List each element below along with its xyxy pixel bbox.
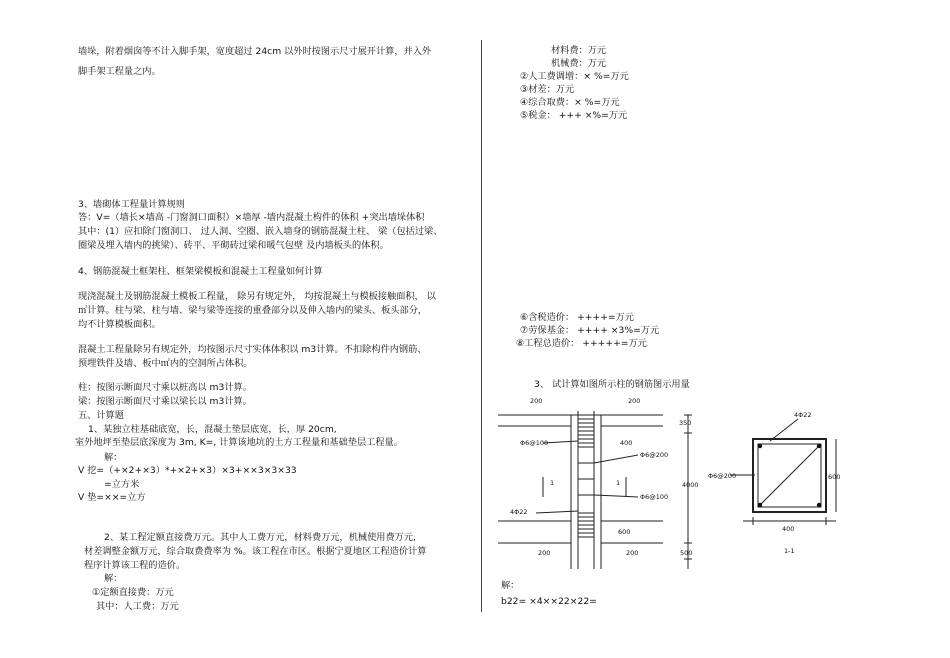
dim-label: 400 (782, 525, 795, 533)
rebar-label: Φ6@200 (640, 451, 669, 459)
answer-1-line: V 挖=（+×2+×3）*+×2+×3）×3+××3×3×33 (78, 465, 297, 476)
answer-1-line: 解： (104, 452, 123, 463)
question-3: 3、 试计算如图所示柱的钢筋图示用量 (534, 379, 690, 390)
rebar-label: Φ6@200 (708, 472, 737, 480)
section-4-heading: 4、钢筋混凝土框架柱、框架梁模板和混凝土工程量如何计算 (78, 266, 323, 277)
answer-1-line: =立方米 (104, 479, 140, 490)
total-line: ⑧工程总造价： +++++=万元 (516, 338, 647, 349)
section-4-p2: 混凝土工程量除另有规定外，均按图示尺寸实体体积以 m3计算。不扣除构件内钢筋、 (78, 344, 427, 355)
dim-label: 200 (538, 549, 551, 557)
rebar-label: 4Φ22 (510, 508, 528, 516)
question-1-line: 室外地坪至垫层底深度为 3m, K=, 计算该地坑的土方工程量和基础垫层工程量。 (75, 437, 403, 448)
section-3-line: 圈梁及埋入墙内的挑梁）、砖平、平砌砖过梁和暖气包壁 及内墙板头的体积。 (78, 240, 389, 251)
question-2-line: 2、某工程定额直接费万元。其中人工费万元，材料费万元，机械使用费万元, (104, 532, 416, 543)
answer-2-line: ①定额直接费：万元 (92, 587, 174, 598)
section-mark: 1 (550, 479, 555, 487)
cost-line: 材料费：万元 (551, 45, 607, 56)
question-2-line: 程序计算该工程的造价。 (84, 560, 186, 571)
answer-1-line: V 垫=××=立方 (78, 492, 146, 503)
rebar-drawing (498, 393, 848, 573)
total-line: ⑦劳保基金： ++++ ×3%=万元 (520, 325, 660, 336)
question-1-line: 1、某独立柱基础底宽，长，混凝土垫层底宽，长，厚 20cm, (88, 424, 337, 435)
intro-line-1: 墙垛，附着烟囱等不计入脚手架，宽度超过 24cm 以外时按图示尺寸展开计算，并入外 (78, 46, 432, 57)
question-2-line: 材差调整金额万元，综合取费费率为 %。该工程在市区。根据宁夏地区工程造价计算 (84, 546, 427, 557)
rebar-label: 4Φ22 (794, 411, 812, 419)
cost-line: ④综合取费：× %=万元 (520, 97, 620, 108)
answer-line: b22= ×4××22×22= (501, 596, 597, 607)
section-3-line: 其中：(1）应扣除门窗洞口、 过人洞、空圈、嵌入墙身的钢筋混凝土柱、 梁（包括过梁、 (78, 226, 443, 237)
section-4-p1: ㎡计算。柱与梁、柱与墙、梁与梁等连接的重叠部分以及伸入墙内的梁头、板头部分， (78, 305, 428, 316)
answer-2-line: 解： (104, 573, 123, 584)
section-4-p3: 梁：按图示断面尺寸乘以梁长以 m3计算。 (78, 396, 252, 407)
rebar-label: Φ6@100 (640, 493, 669, 501)
total-line: ⑥含税造价： ++++=万元 (520, 312, 634, 323)
section-mark: 1 (616, 479, 621, 487)
section-5-heading: 五、计算题 (78, 410, 124, 421)
dim-label: 350 (679, 419, 692, 427)
section-4-p1: 现浇混凝土及钢筋混凝土模板工程量， 除另有规定外， 均按混凝土与模板接触面积， 以 (78, 291, 436, 302)
dim-label: 200 (628, 397, 641, 405)
dim-label: 600 (828, 473, 841, 481)
rebar-label: Φ6@100 (520, 439, 549, 447)
dim-label: 600 (618, 528, 631, 536)
cost-line: 机械费：万元 (551, 58, 607, 69)
dim-label: 400 (620, 439, 633, 447)
dim-label: 200 (626, 549, 639, 557)
section-3-line: 答：V=（墙长×墙高 -门窗洞口面积）×墙厚 -墙内混凝土构件的体积 +突出墙垛体积 (78, 212, 425, 223)
cost-line: ③材差：万元 (520, 84, 575, 95)
dim-label: 200 (530, 397, 543, 405)
dim-label: 4000 (682, 481, 699, 489)
cost-line: ⑤税金： +++ ×%=万元 (520, 110, 628, 121)
intro-line-2: 脚手架工程量之内。 (78, 66, 161, 77)
answer-label: 解： (501, 580, 520, 591)
dim-label: 500 (680, 549, 693, 557)
answer-2-line: 其中：人工费：万元 (96, 601, 179, 612)
rebar-figure (498, 393, 848, 577)
section-4-p2: 预埋铁件及墙、板中㎡内的空洞所占体积。 (78, 358, 253, 369)
section-3-heading: 3、墙砌体工程量计算规则 (78, 199, 185, 210)
section-4-p1: 均不计算模板面积。 (78, 319, 161, 330)
cost-line: ②人工费调增：× %=万元 (520, 71, 629, 82)
section-4-p3: 柱：按图示断面尺寸乘以桩高以 m3计算。 (78, 382, 252, 393)
section-title: 1-1 (784, 547, 795, 555)
column-divider (481, 40, 482, 612)
